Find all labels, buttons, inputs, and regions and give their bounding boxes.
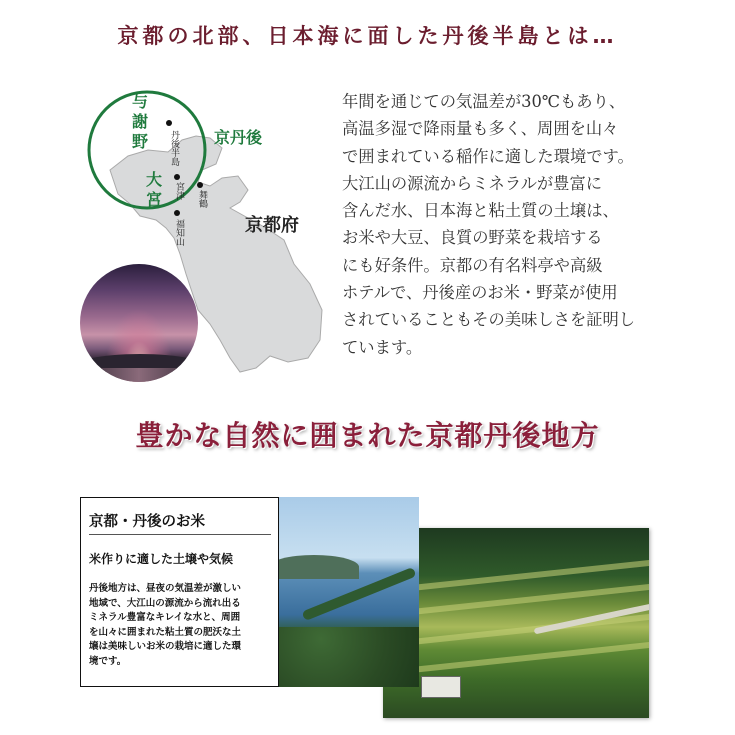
- card-body: [89, 582, 275, 669]
- maizuru-marker: [197, 182, 203, 188]
- label-tango-peninsula: 丹後半島: [169, 130, 179, 166]
- intro-line: にも好条件。京都の有名料亭や高級: [342, 255, 603, 275]
- label-miyazu: 宮津: [174, 182, 184, 200]
- card-body-line: を山々に囲まれた粘土質の肥沃な土: [89, 626, 242, 638]
- intro-line: 高温多湿で降雨量も多く、周囲を山々: [342, 119, 619, 139]
- label-fukuchiyama: 福知山: [174, 219, 184, 246]
- amanohashidate-photo: [279, 497, 419, 687]
- card-divider: [89, 534, 271, 535]
- intro-line: お米や大豆、良質の野菜を栽培する: [342, 228, 603, 248]
- label-yosano-char: 謝: [132, 112, 149, 131]
- intro-line: ホテルで、丹後産のお米・野菜が使用: [342, 283, 618, 303]
- label-kyotofu: 京都府: [245, 215, 299, 236]
- terrace-band: [383, 614, 649, 648]
- foreground-trees: [279, 627, 419, 687]
- intro-line: 含んだ水、日本海と粘土質の土壌は、: [342, 201, 619, 221]
- label-maizuru: 舞鶴: [197, 190, 207, 208]
- sunset-water: [80, 368, 198, 382]
- intro-line: で囲まれている稲作に適した環境です。: [342, 146, 634, 166]
- label-yosano-char: 与: [132, 92, 149, 111]
- card-subtitle: 米作りに適した土壌や気候: [89, 552, 234, 566]
- card-body-line: 壌は美味しいお米の栽培に適した環: [89, 641, 242, 652]
- intro-paragraph: [342, 88, 692, 361]
- intro-line: 年間を通じての気温差が30℃もあり、: [342, 92, 626, 111]
- farm-hut: [421, 676, 461, 698]
- terraced-rice-field-photo: [383, 528, 649, 718]
- miyazu-marker: [174, 174, 180, 180]
- terrace-band: [383, 642, 649, 676]
- intro-line: 大江山の源流からミネラルが豊富に: [342, 173, 603, 193]
- tango-peninsula-marker: [166, 120, 172, 126]
- intro-line: されていることもその美味しさを証明し: [342, 310, 636, 330]
- card-body-line: 丹後地方は、昼夜の気温差が激しい: [89, 583, 242, 594]
- section-heading: 豊かな自然に囲まれた京都丹後地方: [135, 419, 600, 452]
- intro-line: ています。: [342, 337, 423, 357]
- card-body-line: 地域で、大江山の源流から流れ出る: [89, 597, 241, 609]
- label-omiya-char: 大: [146, 170, 163, 189]
- label-omiya-char: 宮: [146, 190, 163, 209]
- fukuchiyama-marker: [174, 210, 180, 216]
- label-omiya: [146, 170, 162, 210]
- label-yosano: [132, 92, 148, 152]
- distant-hill: [279, 555, 359, 579]
- sunset-photo: [80, 264, 198, 382]
- label-kyotango: 京丹後: [214, 128, 263, 147]
- card-body-line: ミネラル豊富なキレイな水と、周囲: [89, 612, 241, 623]
- card-body-line: 境です。: [89, 655, 127, 667]
- label-yosano-char: 野: [132, 132, 149, 151]
- card-title: 京都・丹後のお米: [89, 514, 205, 530]
- page-title: 京都の北部、日本海に面した丹後半島とは…: [117, 24, 618, 48]
- rice-info-card: [80, 497, 279, 687]
